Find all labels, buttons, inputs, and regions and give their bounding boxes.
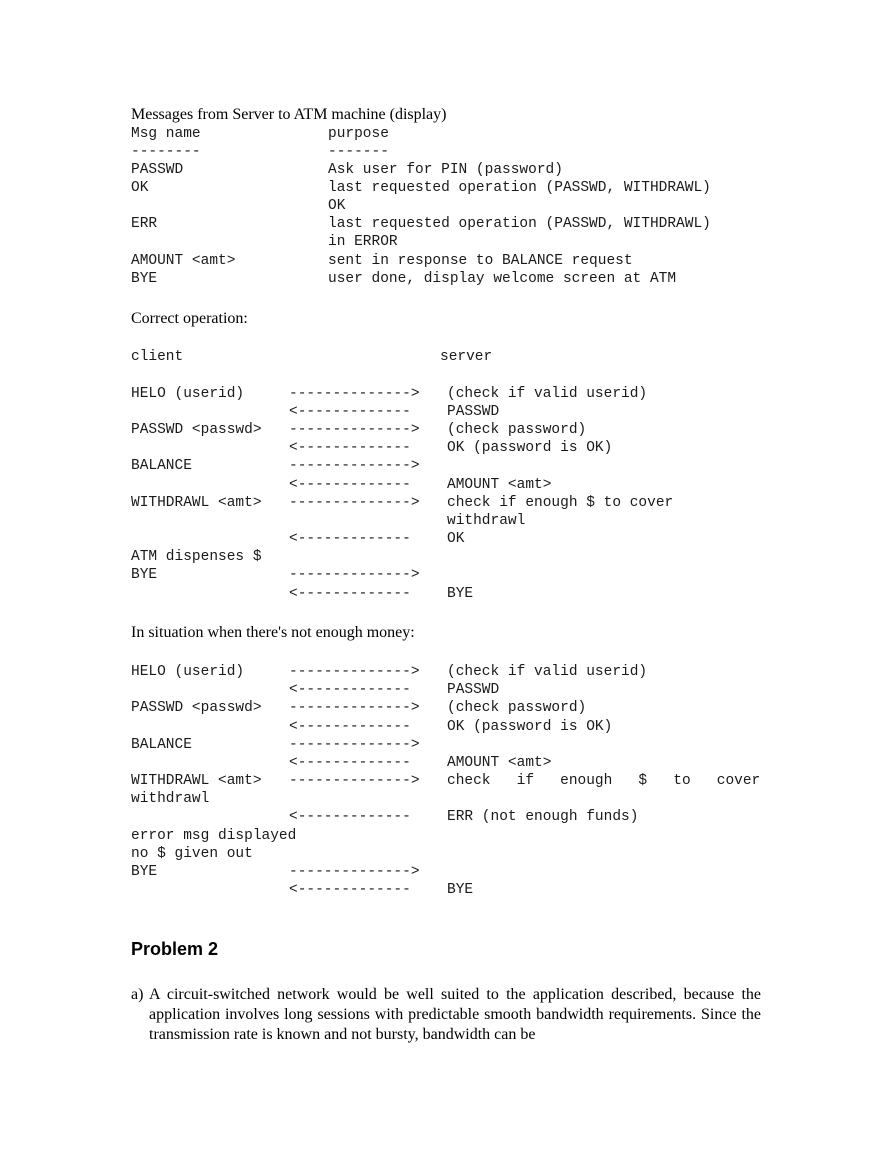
server-message: (check if valid userid) [447,664,648,680]
rule-purpose: ------- [328,144,389,160]
arrow: --------------> [289,737,420,753]
server-message: ERR (not enough funds) [447,809,639,825]
col-msg-name: Msg name [131,126,201,142]
client-message: WITHDRAWL <amt> [131,495,262,511]
problem-2-heading: Problem 2 [131,939,219,959]
server-message: AMOUNT <amt> [447,477,552,493]
col-purpose: purpose [328,126,389,142]
client-message: WITHDRAWL <amt> [131,773,262,789]
part-a-label: a) [131,986,144,1003]
server-message: PASSWD [447,682,500,698]
server-message: withdrawl [447,513,526,529]
arrow: --------------> [289,495,420,511]
msg-purpose: user done, display welcome screen at ATM [328,271,677,287]
arrow: <------------- [289,586,411,602]
client-message: error msg displayed [131,828,297,844]
arrow: <------------- [289,531,411,547]
arrow: --------------> [289,422,420,438]
msg-purpose: Ask user for PIN (password) [328,162,563,178]
arrow: <------------- [289,809,411,825]
part-a-text: A circuit-switched network would be well suited to the application described, because the application involves long sessions with predictable smooth bandwidth requirements. Since the transmission rate is known and not bursty, bandwidth can be [149,986,761,1043]
col-client: client [131,349,184,365]
col-server: server [440,349,493,365]
server-message: OK (password is OK) [447,719,613,735]
arrow: --------------> [289,458,420,474]
client-message: BALANCE [131,737,192,753]
arrow: <------------- [289,682,411,698]
server-message: BYE [447,882,474,898]
msg-name: OK [131,180,149,196]
server-message: check if enough $ to cover [447,495,674,511]
arrow: --------------> [289,386,420,402]
server-messages-title: Messages from Server to ATM machine (display) [131,106,447,123]
arrow: <------------- [289,440,411,456]
arrow: --------------> [289,773,420,789]
msg-purpose: sent in response to BALANCE request [328,253,633,269]
client-message: PASSWD <passwd> [131,700,262,716]
arrow: <------------- [289,755,411,771]
arrow: <------------- [289,882,411,898]
msg-purpose: last requested operation (PASSWD, WITHDRAWL) [328,180,711,196]
msg-purpose: in ERROR [328,234,398,250]
msg-purpose: last requested operation (PASSWD, WITHDRAWL) [328,216,711,232]
client-message: PASSWD <passwd> [131,422,262,438]
client-message: HELO (userid) [131,664,245,680]
arrow: --------------> [289,700,420,716]
arrow: <------------- [289,477,411,493]
server-message: OK (password is OK) [447,440,613,456]
client-message: BALANCE [131,458,192,474]
client-message: withdrawl [131,791,210,807]
server-message: (check password) [447,422,587,438]
problem-2-part-a [131,985,761,1045]
arrow: --------------> [289,567,420,583]
server-message: AMOUNT <amt> [447,755,552,771]
server-message: PASSWD [447,404,500,420]
server-message: (check password) [447,700,587,716]
msg-purpose: OK [328,198,346,214]
arrow: --------------> [289,664,420,680]
correct-operation-heading: Correct operation: [131,310,248,327]
client-message: ATM dispenses $ [131,549,262,565]
client-message: HELO (userid) [131,386,245,402]
server-message: check if enough $ to cover [447,773,761,789]
msg-name: AMOUNT <amt> [131,253,236,269]
server-message: (check if valid userid) [447,386,648,402]
msg-name: PASSWD [131,162,184,178]
server-message: OK [447,531,465,547]
rule-msg-name: -------- [131,144,201,160]
client-message: BYE [131,864,158,880]
arrow: <------------- [289,719,411,735]
client-message: BYE [131,567,158,583]
client-message: no $ given out [131,846,253,862]
not-enough-money-heading: In situation when there's not enough money: [131,624,415,641]
msg-name: ERR [131,216,158,232]
arrow: <------------- [289,404,411,420]
msg-name: BYE [131,271,158,287]
arrow: --------------> [289,864,420,880]
server-message: BYE [447,586,474,602]
